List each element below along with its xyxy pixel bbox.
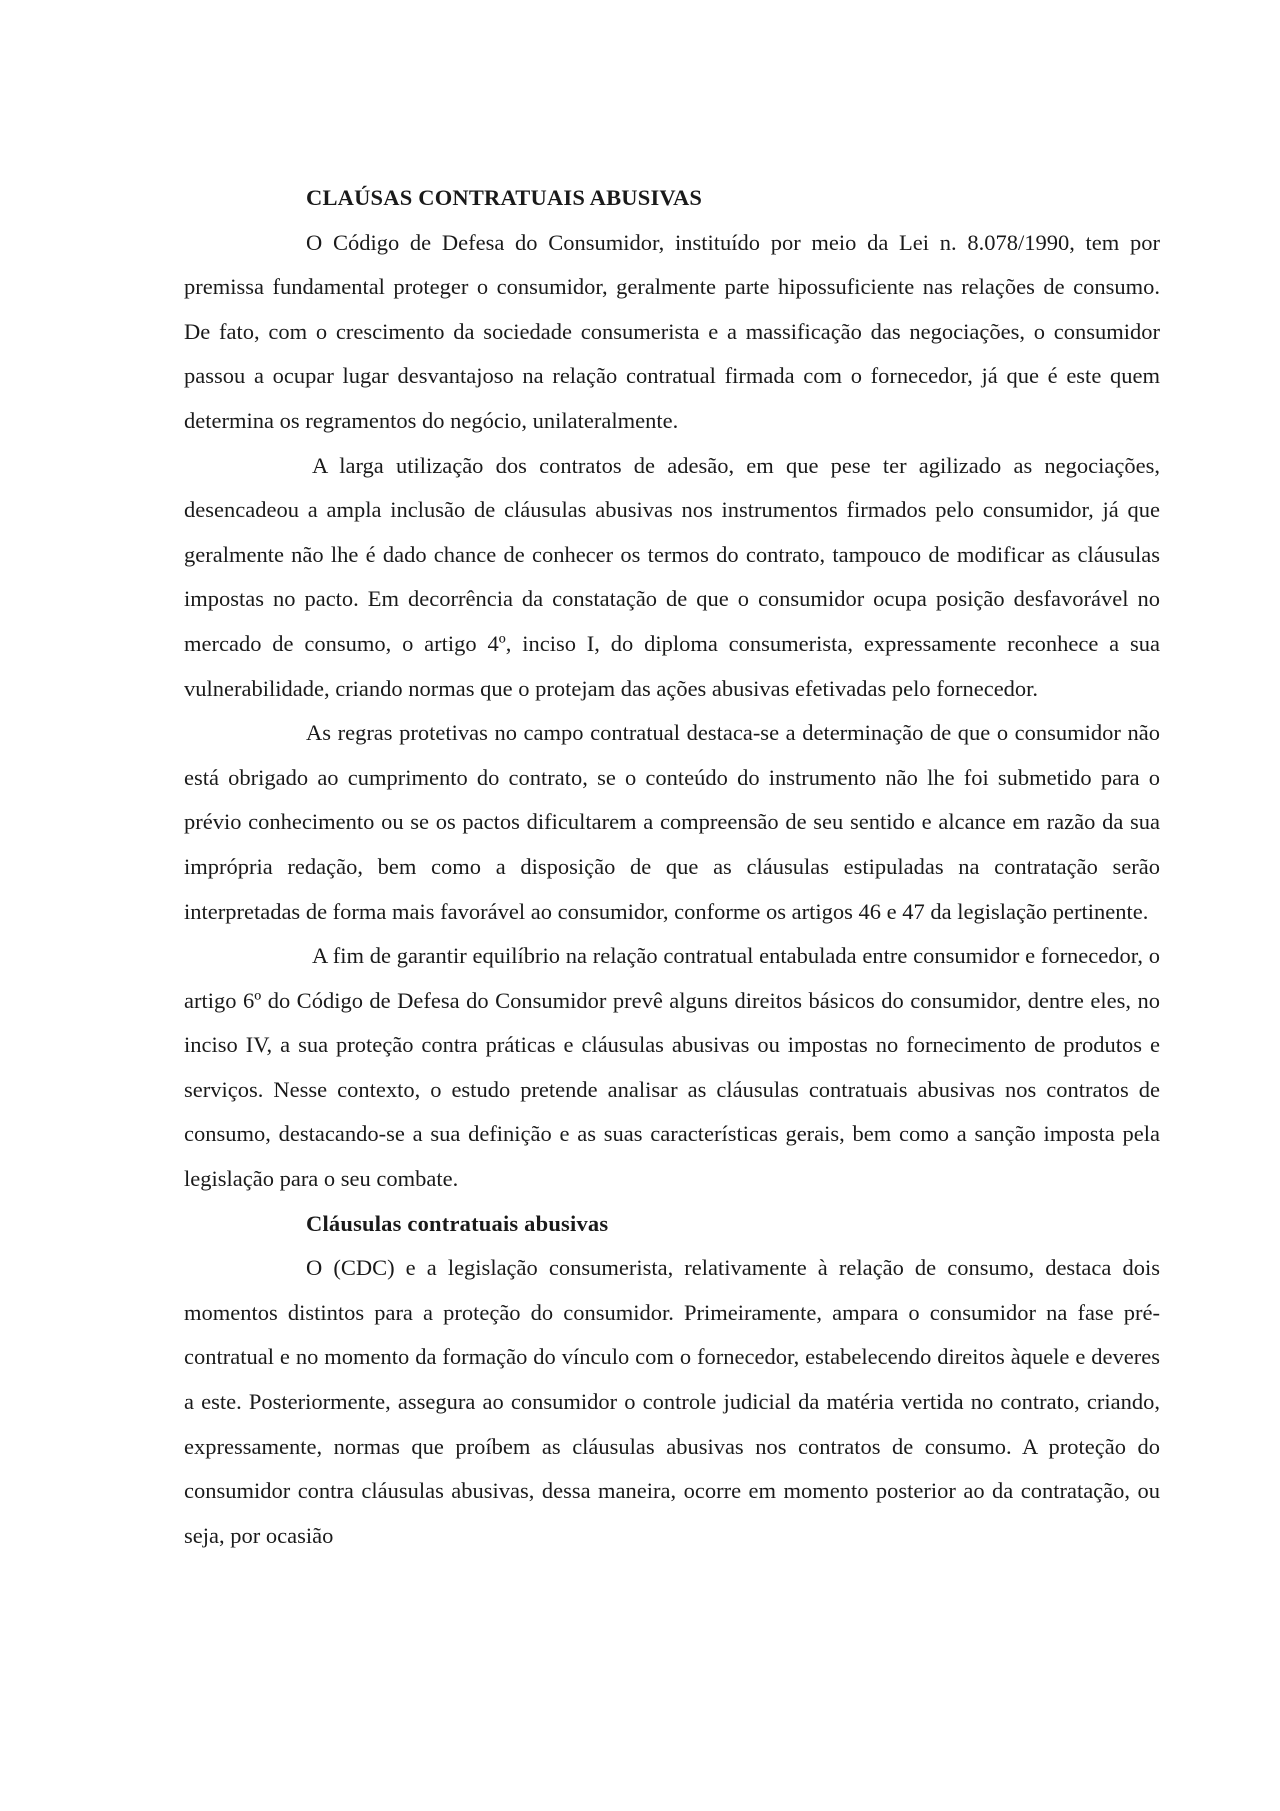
document-title: CLAÚSAS CONTRATUAIS ABUSIVAS xyxy=(306,185,703,210)
paragraph-1: O Código de Defesa do Consumidor, instituído por meio da Lei n. 8.078/1990, tem por premissa fundamental proteger o consumidor, geralmente parte hipossuficiente nas relações de consumo. De fato, com o crescimento da sociedade consumerista e a massificação das negociações, o consumidor passou a ocupar lugar desvantajoso na relação contratual firmada com o fornecedor, já que é este quem determina os regramentos do negócio, unilateralmente. xyxy=(184,229,1160,433)
paragraph-2: A larga utilização dos contratos de adesão, em que pese ter agilizado as negociações, desencadeou a ampla inclusão de cláusulas abusivas nos instrumentos firmados pelo consumidor, já que geralmente não lhe é dado chance de conhecer os termos do contrato, tampouco de modificar as cláusulas impostas no pacto. Em decorrência da constatação de que o consumidor ocupa posição desfavorável no mercado de consumo, o artigo 4º, inciso I, do diploma consumerista, expressamente reconhece a sua vulnerabilidade, criando normas que o protejam das ações abusivas efetivadas pelo fornecedor. xyxy=(184,452,1160,701)
paragraph-3: As regras protetivas no campo contratual destaca-se a determinação de que o consumidor não está obrigado ao cumprimento do contrato, se o conteúdo do instrumento não lhe foi submetido para o prévio conhecimento ou se os pactos dificultarem a compreensão de seu sentido e alcance em razão da sua imprópria redação, bem como a disposição de que as cláusulas estipuladas na contratação serão interpretadas de forma mais favorável ao consumidor, conforme os artigos 46 e 47 da legislação pertinente. xyxy=(184,720,1160,924)
document-body xyxy=(184,176,1160,1558)
section-subheading: Cláusulas contratuais abusivas xyxy=(306,1210,609,1236)
paragraph-4: A fim de garantir equilíbrio na relação contratual entabulada entre consumidor e fornecedor, o artigo 6º do Código de Defesa do Consumidor prevê alguns direitos básicos do consumidor, dentre eles, no inciso IV, a sua proteção contra práticas e cláusulas abusivas ou impostas no fornecimento de produtos e serviços. Nesse contexto, o estudo pretende analisar as cláusulas contratuais abusivas nos contratos de consumo, destacando-se a sua definição e as suas características gerais, bem como a sanção imposta pela legislação para o seu combate. xyxy=(184,943,1160,1192)
section-paragraph-1: O (CDC) e a legislação consumerista, relativamente à relação de consumo, destaca dois momentos distintos para a proteção do consumidor. Primeiramente, ampara o consumidor na fase pré-contratual e no momento da formação do vínculo com o fornecedor, estabelecendo direitos àquele e deveres a este. Posteriormente, assegura ao consumidor o controle judicial da matéria vertida no contrato, criando, expressamente, normas que proíbem as cláusulas abusivas nos contratos de consumo. A proteção do consumidor contra cláusulas abusivas, dessa maneira, ocorre em momento posterior ao da contratação, ou seja, por ocasião xyxy=(184,1255,1160,1548)
